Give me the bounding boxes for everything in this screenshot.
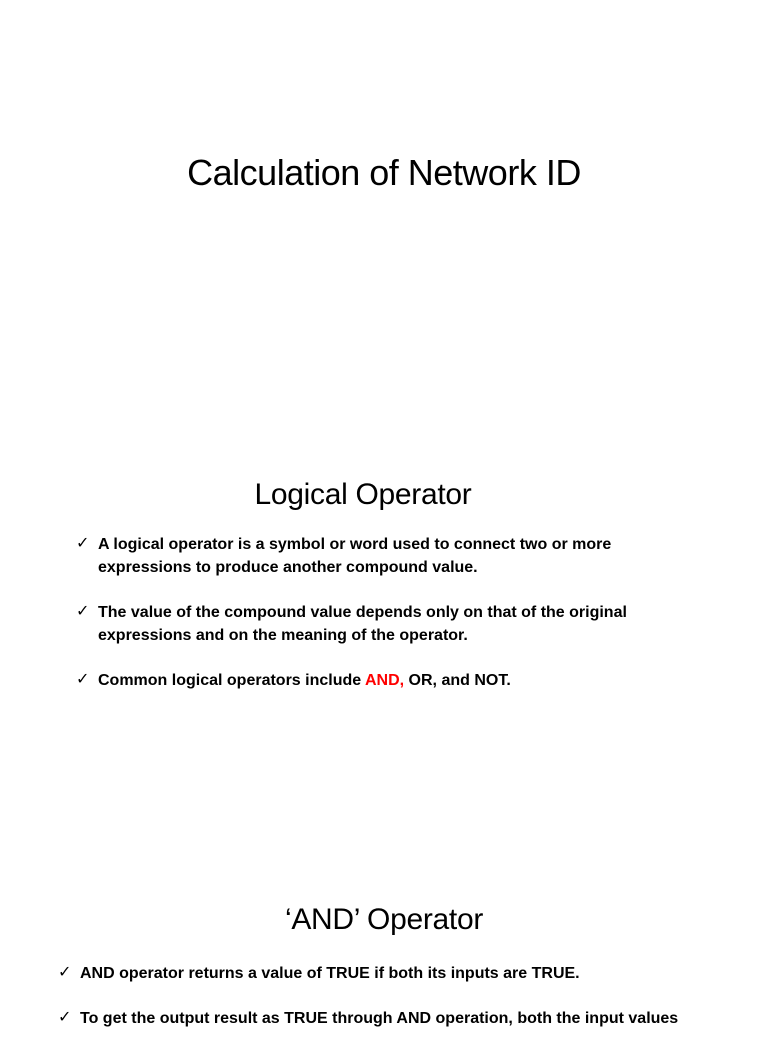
bullet-text: The value of the compound value depends only on that of the original expressions and on the meaning of the operator. bbox=[98, 604, 627, 644]
bullet-list bbox=[58, 962, 738, 1052]
bullet-text-prefix: Common logical operators include bbox=[98, 672, 365, 689]
check-mark-icon: ✓ bbox=[76, 671, 90, 688]
check-mark-icon: ✓ bbox=[76, 603, 90, 620]
bullet-item bbox=[58, 962, 738, 985]
check-mark-icon: ✓ bbox=[58, 1009, 72, 1026]
slide-title: ‘AND’ Operator bbox=[284, 903, 484, 936]
highlight-and: AND, bbox=[365, 672, 405, 689]
bullet-item bbox=[76, 601, 696, 647]
check-mark-icon: ✓ bbox=[58, 964, 72, 981]
bullet-text: AND operator returns a value of TRUE if both its inputs are TRUE. bbox=[80, 965, 580, 982]
bullet-list bbox=[76, 533, 696, 714]
bullet-text-suffix: OR, and NOT. bbox=[404, 672, 511, 689]
slide-title: Logical Operator bbox=[254, 478, 472, 511]
bullet-item bbox=[76, 533, 696, 579]
bullet-text: A logical operator is a symbol or word used to connect two or more expressions to produce another compound value. bbox=[98, 536, 612, 576]
bullet-item bbox=[58, 1007, 738, 1030]
bullet-text: To get the output result as TRUE through AND operation, both the input values bbox=[80, 1010, 679, 1027]
check-mark-icon: ✓ bbox=[76, 535, 90, 552]
slide-title: Calculation of Network ID bbox=[187, 152, 581, 193]
bullet-item bbox=[76, 669, 696, 692]
